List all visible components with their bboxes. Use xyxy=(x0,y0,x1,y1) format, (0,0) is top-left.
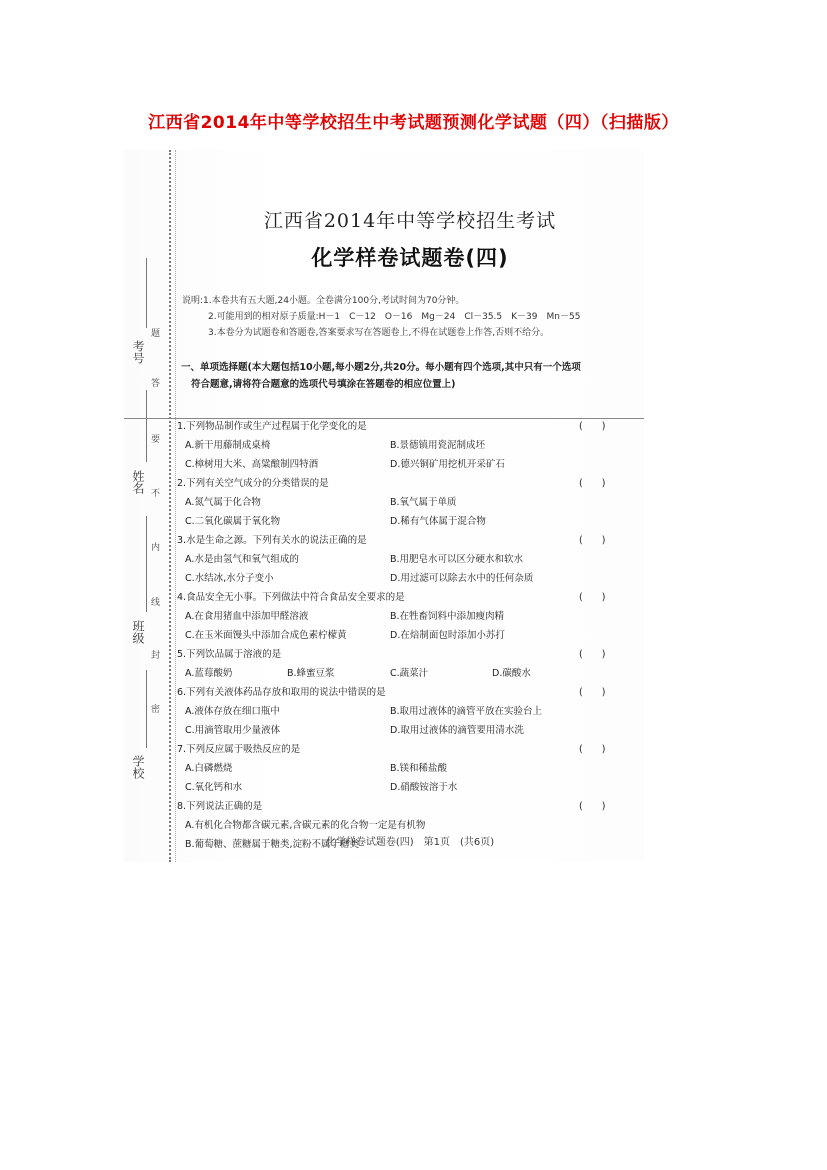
answer-paren: ( ) xyxy=(579,535,606,546)
question-stem: 1.下列物品制作或生产过程属于化学变化的是 xyxy=(177,421,367,432)
question-stem: 2.下列有关空气成分的分类错误的是 xyxy=(177,478,329,489)
option-row xyxy=(177,757,637,776)
binding-mark: 要 xyxy=(151,435,161,445)
answer-option: B.用肥皂水可以区分硬水和软水 xyxy=(390,554,524,565)
option-row xyxy=(177,814,637,833)
answer-option: B.在牲畜饲料中添加瘦肉精 xyxy=(390,611,505,622)
scanned-exam-page xyxy=(124,150,644,862)
answer-option: B.景德镇用瓷泥制成坯 xyxy=(390,440,486,451)
question-stem-row xyxy=(177,472,637,491)
answer-option: A.水是由氢气和氧气组成的 xyxy=(185,554,299,565)
option-row xyxy=(177,491,637,510)
exam-subtitle: 化学样卷试题卷(四) xyxy=(311,246,509,270)
option-row xyxy=(177,624,637,643)
answer-option: D.硝酸铵溶于水 xyxy=(390,782,458,793)
answer-option: A.液体存放在细口瓶中 xyxy=(185,706,280,717)
answer-paren: ( ) xyxy=(579,801,606,812)
question-stem: 7.下列反应属于吸热反应的是 xyxy=(177,744,301,755)
answer-option: C.樟树用大米、高粱酿制四特酒 xyxy=(185,459,319,470)
answer-option: B.葡萄糖、蔗糖属于糖类,淀粉不属于糖类 xyxy=(185,839,360,850)
field-line xyxy=(146,390,147,462)
question-stem: 3.水是生命之源。下列有关水的说法正确的是 xyxy=(177,535,367,546)
answer-option: A.白磷燃烧 xyxy=(185,763,233,774)
document-title: 江西省2014年中等学校招生中考试题预测化学试题（四）（扫描版） xyxy=(148,113,679,133)
cut-line xyxy=(169,150,171,862)
binding-mark: 密 xyxy=(151,705,161,715)
binding-mark: 题 xyxy=(151,329,161,339)
answer-paren: ( ) xyxy=(579,421,606,432)
section-header xyxy=(181,359,641,393)
binding-mark: 不 xyxy=(151,489,161,499)
question-list xyxy=(177,415,637,852)
answer-option: D.碳酸水 xyxy=(492,668,531,679)
option-row xyxy=(177,510,637,529)
binding-mark: 答 xyxy=(151,379,161,389)
answer-option: B.氧气属于单质 xyxy=(390,497,457,508)
answer-paren: ( ) xyxy=(579,687,606,698)
answer-option: C.二氧化碳属于氧化物 xyxy=(185,516,281,527)
binding-mark: 封 xyxy=(151,651,161,661)
question-stem-row xyxy=(177,415,637,434)
answer-option: C.蔬菜汁 xyxy=(390,668,429,679)
question-stem: 6.下列有关液体药品存放和取用的说法中错误的是 xyxy=(177,687,386,698)
question-stem: 4.食品安全无小事。下列做法中符合食品安全要求的是 xyxy=(177,592,405,603)
question-stem-row xyxy=(177,738,637,757)
answer-option: C.氧化钙和水 xyxy=(185,782,243,793)
exam-instructions xyxy=(182,293,580,341)
answer-option: C.在玉米面馒头中添加合成色素柠檬黄 xyxy=(185,630,347,641)
question-stem-row xyxy=(177,586,637,605)
answer-option: B.取用过液体的滴管平放在实验台上 xyxy=(390,706,543,717)
answer-option: D.在焙制面包时添加小苏打 xyxy=(390,630,505,641)
answer-paren: ( ) xyxy=(579,592,606,603)
question-stem: 8.下列说法正确的是 xyxy=(177,801,263,812)
binding-mark: 内 xyxy=(151,543,161,553)
answer-paren: ( ) xyxy=(579,649,606,660)
question-stem-row xyxy=(177,795,637,814)
instruction-line: 2.可能用到的相对原子质量:H－1 C－12 O－16 Mg－24 Cl－35.5 K－39 Mn－55 xyxy=(208,312,581,322)
answer-option: A.蓝莓酸奶 xyxy=(185,668,233,679)
answer-option: A.新干用藤制成桌椅 xyxy=(185,440,271,451)
field-exam-number: 考号 xyxy=(131,340,145,364)
section-header-line: 符合题意,请将符合题意的选项代号填涂在答题卷的相应位置上) xyxy=(191,379,456,390)
answer-paren: ( ) xyxy=(579,478,606,489)
question-stem-row xyxy=(177,643,637,662)
answer-option: D.德兴铜矿用挖机开采矿石 xyxy=(390,459,505,470)
option-row xyxy=(177,453,637,472)
field-name: 姓名 xyxy=(131,470,145,494)
option-row xyxy=(177,567,637,586)
instruction-line: 3.本卷分为试题卷和答题卷,答案要求写在答题卷上,不得在试题卷上作答,否则不给分。 xyxy=(208,328,550,338)
option-row xyxy=(177,719,637,738)
answer-option: A.氮气属于化合物 xyxy=(185,497,261,508)
answer-paren: ( ) xyxy=(579,744,606,755)
answer-option: A.有机化合物都含碳元素,含碳元素的化合物一定是有机物 xyxy=(185,820,426,831)
field-class: 班级 xyxy=(131,620,145,644)
option-row xyxy=(177,662,637,681)
option-row xyxy=(177,776,637,795)
field-line xyxy=(146,516,147,612)
page-footer: 化学样卷试题卷(四) 第1页 (共6页) xyxy=(325,837,495,848)
field-line xyxy=(146,670,147,748)
option-row xyxy=(177,434,637,453)
instruction-line: 说明:1.本卷共有五大题,24小题。全卷满分100分,考试时间为70分钟。 xyxy=(182,296,465,306)
answer-option: C.水结冰,水分子变小 xyxy=(185,573,274,584)
answer-option: D.取用过液体的滴管要用清水洗 xyxy=(390,725,524,736)
binding-margin xyxy=(124,150,176,862)
question-stem: 5.下列饮品属于溶液的是 xyxy=(177,649,282,660)
question-stem-row xyxy=(177,529,637,548)
answer-option: B.镁和稀盐酸 xyxy=(390,763,448,774)
field-line xyxy=(146,258,147,328)
answer-option: A.在食用猪血中添加甲醛溶液 xyxy=(185,611,309,622)
field-school: 学校 xyxy=(131,755,145,779)
binding-mark: 线 xyxy=(151,598,161,608)
answer-option: C.用滴管取用少量液体 xyxy=(185,725,281,736)
option-row xyxy=(177,548,637,567)
answer-option: B.蜂蜜豆浆 xyxy=(287,668,335,679)
section-header-line: 一、单项选择题(本大题包括10小题,每小题2分,共20分。每小题有四个选项,其中只有一个选项 xyxy=(181,362,581,373)
answer-option: D.稀有气体属于混合物 xyxy=(390,516,486,527)
option-row xyxy=(177,700,637,719)
question-stem-row xyxy=(177,681,637,700)
exam-title: 江西省2014年中等学校招生考试 xyxy=(263,210,557,232)
option-row xyxy=(177,605,637,624)
answer-option: D.用过滤可以除去水中的任何杂质 xyxy=(390,573,534,584)
